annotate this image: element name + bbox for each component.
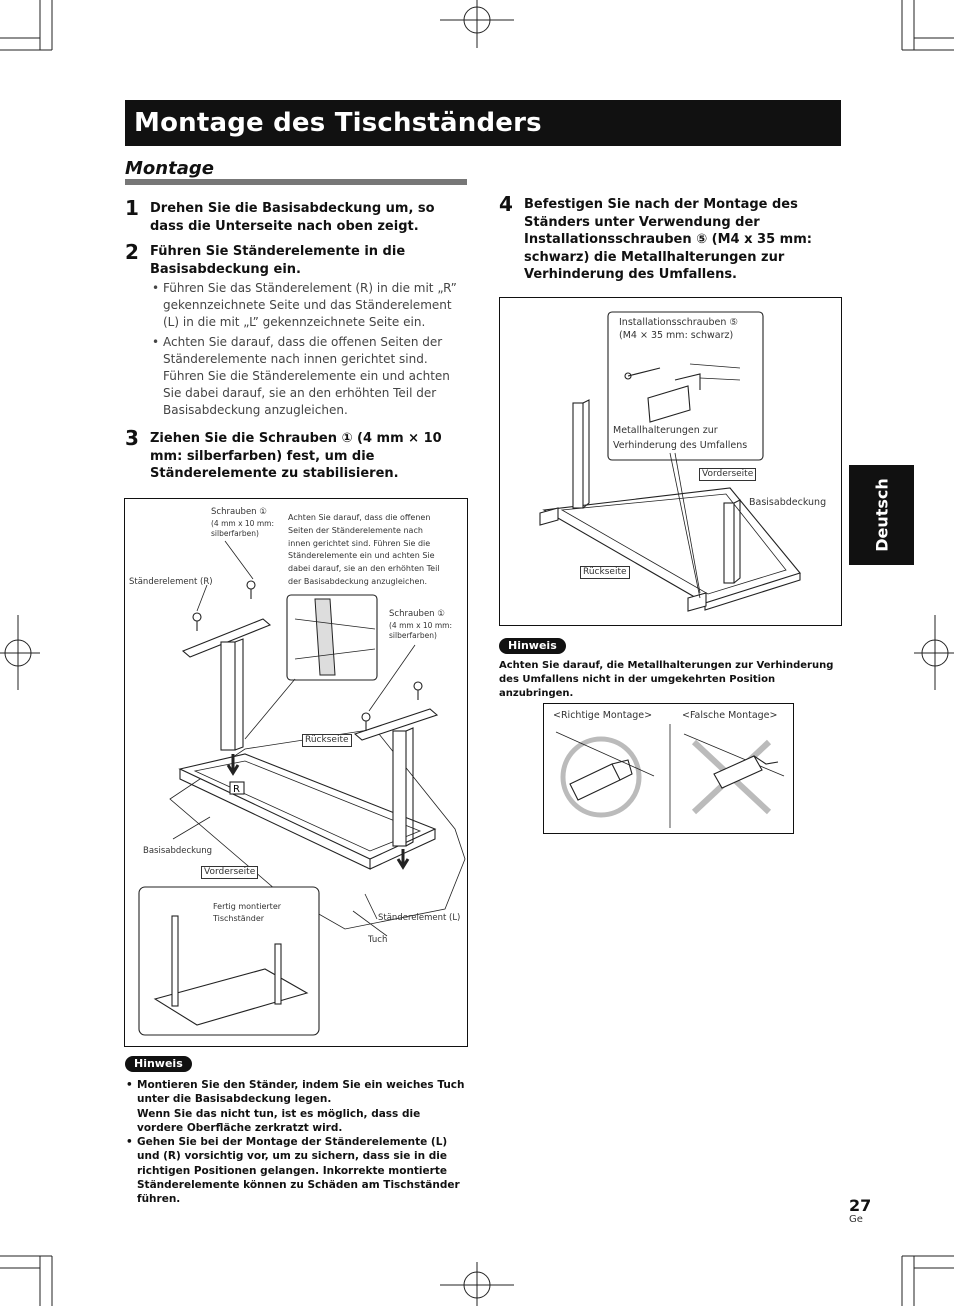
mounting-comparison-figure xyxy=(543,703,794,834)
step-text: Führen Sie Ständerelemente in die Basisabdeckung ein. xyxy=(150,244,406,277)
hinweis-note-left xyxy=(125,1078,470,1207)
label-rueckseite: Rückseite xyxy=(302,734,352,747)
language-tab-label: Deutsch xyxy=(872,478,891,552)
label-screws-right-spec: (4 mm x 10 mm: silberfarben) xyxy=(389,621,452,640)
svg-text:R: R xyxy=(233,784,240,795)
bracket-illustration xyxy=(500,298,841,625)
section-rule xyxy=(125,179,467,185)
step-number: 4 xyxy=(499,192,513,216)
section-title: Montage xyxy=(125,158,214,179)
page-title: Montage des Tischständers xyxy=(134,108,542,138)
label-brackets: Metallhalterungen zur Verhinderung des Umfallens xyxy=(613,425,748,451)
label-correct-mounting: <Richtige Montage> xyxy=(553,710,653,721)
label-stand-element-r: Ständerelement (R) xyxy=(129,577,213,587)
step-number: 2 xyxy=(125,240,139,264)
page-language-code: Ge xyxy=(849,1214,863,1225)
label-screws-right: Schrauben ① xyxy=(389,609,445,619)
label-screws-top-spec: (4 mm x 10 mm: silberfarben) xyxy=(211,519,274,538)
label-install-screws: Installationsschrauben ⑤ (M4 × 35 mm: schwarz) xyxy=(619,317,738,341)
note-item xyxy=(125,1078,470,1135)
hinweis-badge: Hinweis xyxy=(125,1056,192,1072)
hinweis-note-right: Achten Sie darauf, die Metallhalterungen zur Verhinderung des Umfallens nicht in der umgekehrten Position anzubringen. xyxy=(499,660,834,699)
assembly-figure xyxy=(124,498,468,1047)
label-caution: Achten Sie darauf, dass die offenen Seiten der Ständerelemente nach innen gerichtet sind. Führen Sie die Ständerelemente ein und achten Sie dabei darauf, sie an den erhöhten Teil der Basisabdeckung anzugleichen. xyxy=(288,513,440,586)
label-wrong-mounting: <Falsche Montage> xyxy=(682,710,778,721)
bullet-item: • Führen Sie das Ständerelement (R) in die mit „R” gekennzeichnete Seite und das Ständerelement (L) in die mit „L” gekennzeichnete Seite ein. xyxy=(150,280,465,332)
step-bullets xyxy=(150,280,465,420)
hinweis-badge: Hinweis xyxy=(499,638,566,654)
step-text: Ziehen Sie die Schrauben ① (4 mm × 10 mm: silberfarben) fest, um die Ständerelemente zu stabilisieren. xyxy=(150,431,442,481)
label-rueckseite: Rückseite xyxy=(580,566,630,579)
label-basisabdeckung: Basisabdeckung xyxy=(749,497,827,508)
note-item: • Gehen Sie bei der Montage der Ständerelemente (L) und (R) vorsichtig vor, um zu sichern, dass sie in die richtigen Positionen gelangen. Inkorrekte montierte Ständerelemente können zu Schäden am Tischständer führen. xyxy=(125,1135,470,1206)
label-stand-element-l: Ständerelement (L) xyxy=(378,913,461,923)
step-text: Drehen Sie die Basisabdeckung um, so dass die Unterseite nach oben zeigt. xyxy=(150,201,435,234)
step-text: Befestigen Sie nach der Montage des Ständers unter Verwendung der Installationsschrauben ⑤ (M4 x 35 mm: schwarz) die Metallhalterungen zur Verhinderung des Umfallens. xyxy=(524,197,812,282)
label-tuch: Tuch xyxy=(368,935,388,945)
title-bar xyxy=(125,100,841,146)
comparison-illustration xyxy=(544,704,793,833)
language-tab xyxy=(849,465,914,565)
label-fertig: Fertig montierter Tischständer xyxy=(213,902,282,923)
page-number: 27 xyxy=(849,1196,872,1215)
bracket-figure xyxy=(499,297,842,626)
step-number: 1 xyxy=(125,196,139,220)
note-item-text: Montieren Sie den Ständer, indem Sie ein weiches Tuch unter die Basisabdeckung legen. xyxy=(137,1079,465,1106)
label-screws-top: Schrauben ① xyxy=(211,507,267,517)
step-number: 3 xyxy=(125,426,139,450)
label-vorderseite: Vorderseite xyxy=(699,468,756,481)
bullet-item: • Achten Sie darauf, dass die offenen Seiten der Ständerelemente nach innen gerichtet sind. Führen Sie die Ständerelemente ein und achten Sie dabei darauf, sie an den erhöhten Teil der Basisabdeckung anzugleichen. xyxy=(150,334,465,420)
note-item-text: Wenn Sie das nicht tun, ist es möglich, dass die vordere Oberfläche zerkratzt wird. xyxy=(137,1107,421,1134)
label-basisabdeckung: Basisabdeckung xyxy=(143,846,212,856)
label-vorderseite: Vorderseite xyxy=(201,866,258,879)
